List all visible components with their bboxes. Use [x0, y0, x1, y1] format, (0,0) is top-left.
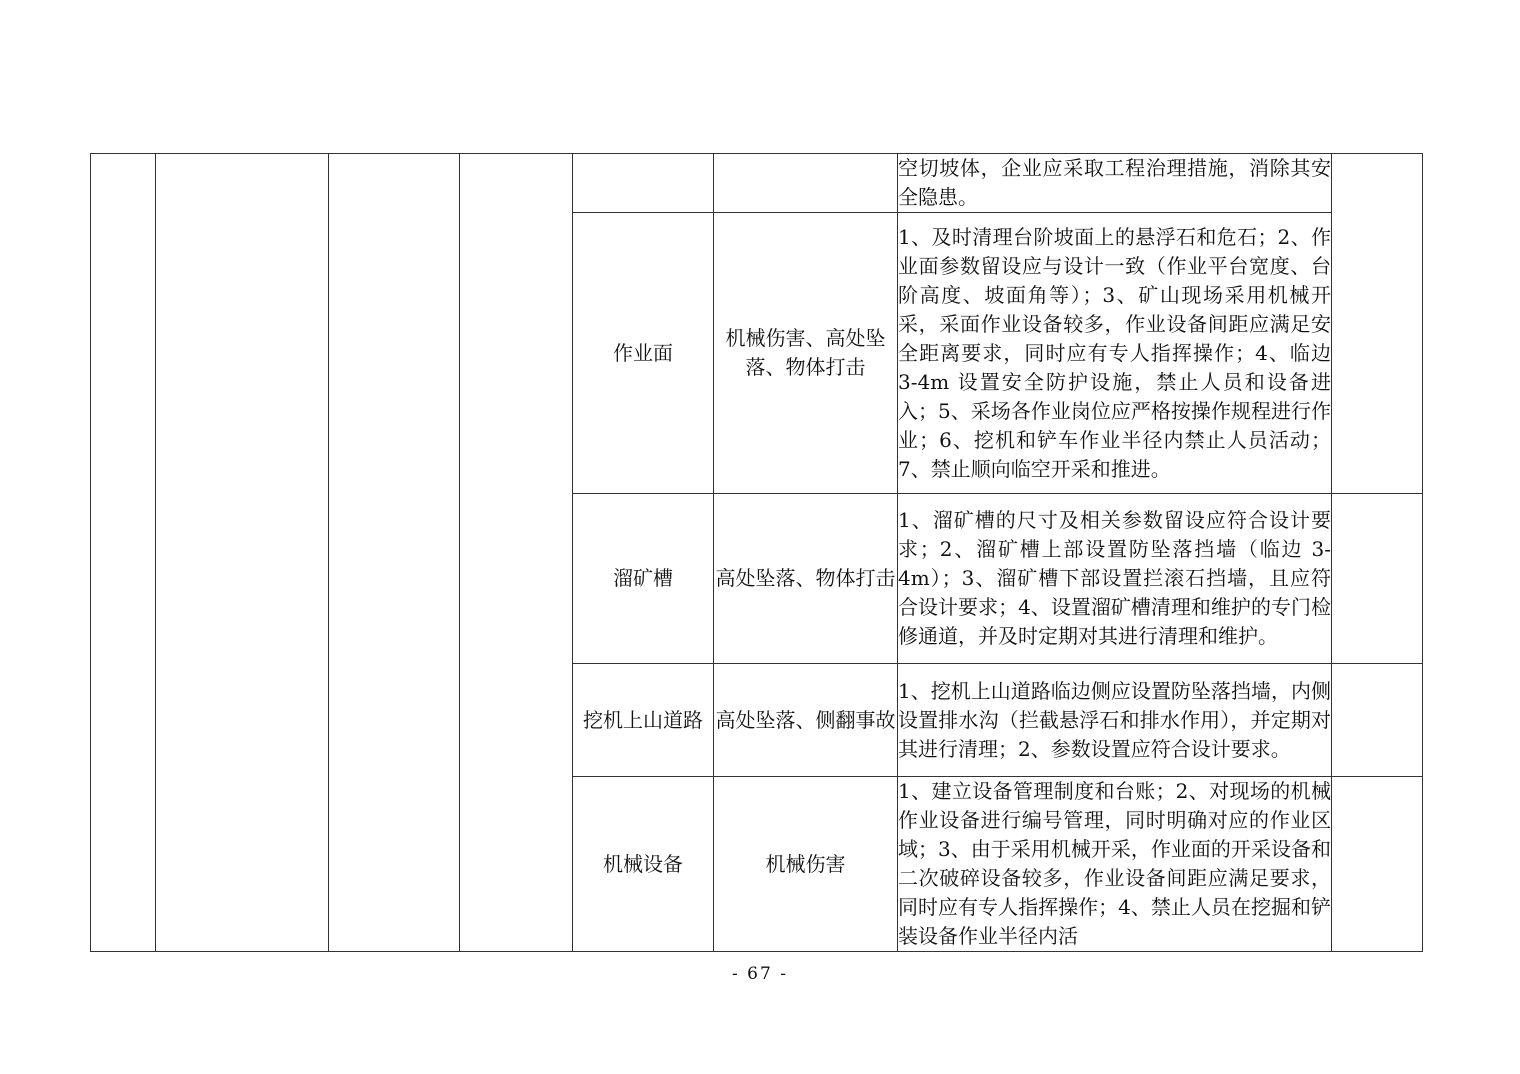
measures-cell: 1、挖机上山道路临边侧应设置防坠落挡墙，内侧设置排水沟（拦截悬浮石和排水作用），并定期对其进行清理；2、参数设置应符合设计要求。	[898, 664, 1332, 777]
blank-cell-col3	[329, 154, 460, 952]
remarks-cell	[1332, 777, 1423, 952]
hazard-cell	[714, 154, 898, 213]
location-cell: 机械设备	[573, 777, 714, 952]
blank-cell-col4	[460, 154, 573, 952]
measures-cell: 1、建立设备管理制度和台账；2、对现场的机械作业设备进行编号管理，同时明确对应的作业区域；3、由于采用机械开采，作业面的开采设备和二次破碎设备较多，作业设备间距应满足要求，同时应有专人指挥操作；4、禁止人员在挖掘和铲装设备作业半径内活	[898, 777, 1332, 952]
location-cell: 作业面	[573, 213, 714, 494]
hazard-cell: 机械伤害、高处坠落、物体打击	[714, 213, 898, 494]
blank-cell-col2	[156, 154, 329, 952]
measures-cell: 1、溜矿槽的尺寸及相关参数留设应符合设计要求；2、溜矿槽上部设置防坠落挡墙（临边 3-4m）；3、溜矿槽下部设置拦滚石挡墙，且应符合设计要求；4、设置溜矿槽清理和维护的专门检修通道，并及时定期对其进行清理和维护。	[898, 494, 1332, 664]
hazard-cell: 高处坠落、物体打击	[714, 494, 898, 664]
risk-control-table	[90, 153, 1423, 952]
remarks-cell	[1332, 154, 1423, 494]
blank-cell-col1	[91, 154, 156, 952]
remarks-cell	[1332, 664, 1423, 777]
hazard-cell: 高处坠落、侧翻事故	[714, 664, 898, 777]
location-cell: 溜矿槽	[573, 494, 714, 664]
location-cell: 挖机上山道路	[573, 664, 714, 777]
location-cell	[573, 154, 714, 213]
measures-cell: 1、及时清理台阶坡面上的悬浮石和危石；2、作业面参数留设应与设计一致（作业平台宽度、台阶高度、坡面角等）；3、矿山现场采用机械开采，采面作业设备较多，作业设备间距应满足安全距离要求，同时应有专人指挥操作；4、临边 3-4m 设置安全防护设施，禁止人员和设备进入；5、采场各作业岗位应严格按操作规程进行作业；6、挖机和铲车作业半径内禁止人员活动；7、禁止顺向临空开采和推进。	[898, 213, 1332, 494]
table-row	[91, 154, 1423, 213]
measures-cell: 空切坡体，企业应采取工程治理措施，消除其安全隐患。	[898, 154, 1332, 213]
remarks-cell	[1332, 494, 1423, 664]
hazard-cell: 机械伤害	[714, 777, 898, 952]
page-number: - 67 -	[732, 964, 788, 984]
